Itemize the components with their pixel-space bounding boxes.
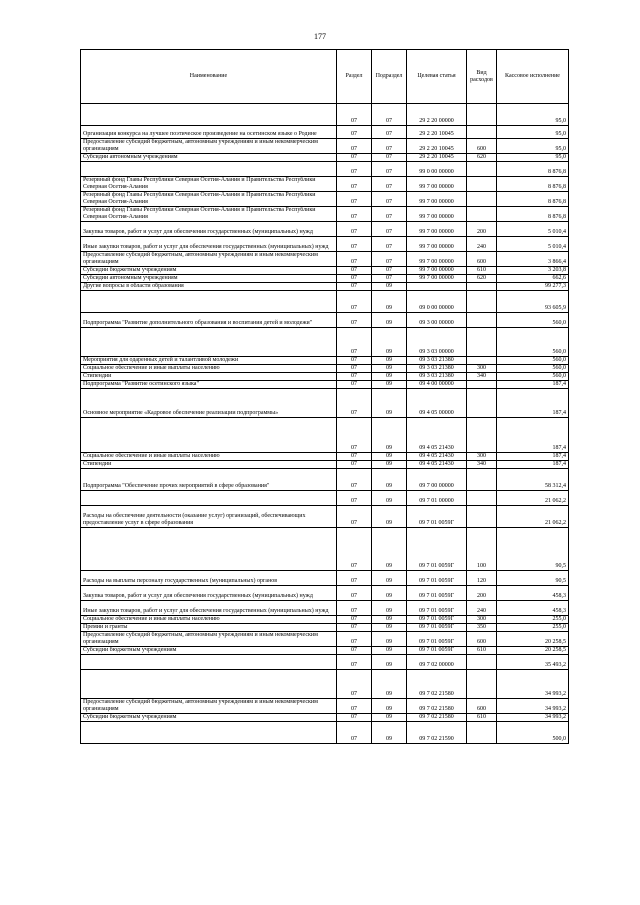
cell-expense-type: 350 [467, 624, 497, 632]
cell-name [81, 328, 337, 357]
cell-section: 07 [337, 381, 372, 389]
cell-cash-execution: 34 993,2 [497, 699, 569, 714]
cell-subsection: 07 [372, 192, 407, 207]
table-row [81, 162, 569, 177]
cell-section: 07 [337, 126, 372, 139]
cell-subsection: 09 [372, 373, 407, 381]
cell-name [81, 655, 337, 670]
cell-name: Субсидии бюджетным учреждениям [81, 647, 337, 655]
cell-target-article: 09 3 03 21380 [407, 365, 467, 373]
cell-target-article: 09 7 01 0059Г [407, 601, 467, 616]
cell-target-article: 09 7 01 0059Г [407, 632, 467, 647]
cell-target-article: 09 7 02 00000 [407, 655, 467, 670]
cell-expense-type: 240 [467, 601, 497, 616]
cell-section: 07 [337, 655, 372, 670]
cell-cash-execution: 93 605,9 [497, 291, 569, 313]
cell-target-article: 09 7 02 21580 [407, 714, 467, 722]
cell-expense-type: 600 [467, 699, 497, 714]
cell-section: 07 [337, 571, 372, 586]
cell-expense-type: 620 [467, 154, 497, 162]
cell-target-article: 99 0 00 00000 [407, 162, 467, 177]
cell-section: 07 [337, 632, 372, 647]
header-cash-execution: Кассовое исполнение [497, 50, 569, 104]
header-target-article: Целевая статья [407, 50, 467, 104]
cell-name: Подпрограмма "Обеспечение прочих мероприятий в сфере образования" [81, 469, 337, 491]
cell-subsection: 09 [372, 283, 407, 291]
table-row [81, 461, 569, 469]
cell-expense-type [467, 162, 497, 177]
cell-cash-execution: 95,0 [497, 154, 569, 162]
cell-section: 07 [337, 237, 372, 252]
header-section: Раздел [337, 50, 372, 104]
cell-target-article [407, 283, 467, 291]
cell-expense-type [467, 655, 497, 670]
table-row [81, 506, 569, 528]
table-row [81, 283, 569, 291]
cell-name: Резервный фонд Главы Республики Северная Осетия-Алания и Правительства Республики Северная Осетия-Алания [81, 192, 337, 207]
cell-expense-type: 620 [467, 275, 497, 283]
cell-section: 07 [337, 162, 372, 177]
cell-subsection: 09 [372, 616, 407, 624]
cell-subsection: 07 [372, 162, 407, 177]
cell-subsection: 07 [372, 126, 407, 139]
cell-section: 07 [337, 154, 372, 162]
cell-section: 07 [337, 469, 372, 491]
header-row [81, 50, 569, 104]
table-row [81, 365, 569, 373]
cell-name [81, 162, 337, 177]
cell-target-article: 09 4 05 21430 [407, 461, 467, 469]
cell-expense-type [467, 357, 497, 365]
cell-name: Иные закупки товаров, работ и услуг для обеспечения государственных (муниципальных) нужд [81, 601, 337, 616]
cell-cash-execution: 21 062,2 [497, 491, 569, 506]
cell-target-article: 29 2 20 10045 [407, 126, 467, 139]
cell-cash-execution: 255,0 [497, 616, 569, 624]
cell-cash-execution: 458,3 [497, 586, 569, 601]
cell-name: Основное мероприятие «Кадровое обеспечение реализации подпрограммы» [81, 389, 337, 418]
table-row [81, 528, 569, 571]
cell-name: Стипендии [81, 373, 337, 381]
cell-expense-type [467, 126, 497, 139]
table-header [81, 50, 569, 104]
cell-target-article: 09 7 01 00000 [407, 491, 467, 506]
cell-target-article: 29 2 20 00000 [407, 104, 467, 126]
cell-expense-type [467, 381, 497, 389]
cell-section: 07 [337, 139, 372, 154]
cell-subsection: 09 [372, 714, 407, 722]
cell-name: Предоставление субсидий бюджетным, автономным учреждениям и иным некоммерческим организациям [81, 139, 337, 154]
header-name: Наименование [81, 50, 337, 104]
cell-expense-type: 200 [467, 222, 497, 237]
cell-name [81, 722, 337, 744]
cell-cash-execution: 560,0 [497, 313, 569, 328]
cell-subsection: 07 [372, 222, 407, 237]
table-row [81, 670, 569, 699]
table-row [81, 139, 569, 154]
table-row [81, 357, 569, 365]
cell-section: 07 [337, 267, 372, 275]
table-row [81, 389, 569, 418]
cell-name: Предоставление субсидий бюджетным, автономным учреждениям и иным некоммерческим организациям [81, 632, 337, 647]
cell-subsection: 09 [372, 670, 407, 699]
cell-name: Субсидии автономным учреждениям [81, 154, 337, 162]
cell-cash-execution: 8 876,8 [497, 162, 569, 177]
cell-subsection: 09 [372, 313, 407, 328]
cell-name: Резервный фонд Главы Республики Северная Осетия-Алания и Правительства Республики Северная Осетия-Алания [81, 207, 337, 222]
cell-section: 07 [337, 104, 372, 126]
cell-name [81, 291, 337, 313]
cell-subsection: 09 [372, 632, 407, 647]
table-row [81, 328, 569, 357]
cell-subsection: 07 [372, 207, 407, 222]
cell-cash-execution: 187,4 [497, 418, 569, 453]
cell-target-article: 99 7 00 00000 [407, 222, 467, 237]
cell-target-article: 09 3 03 21380 [407, 357, 467, 365]
cell-target-article: 99 7 00 00000 [407, 192, 467, 207]
cell-section: 07 [337, 506, 372, 528]
cell-target-article: 09 7 01 0059Г [407, 647, 467, 655]
cell-cash-execution: 95,0 [497, 126, 569, 139]
cell-name [81, 491, 337, 506]
cell-name: Закупка товаров, работ и услуг для обеспечения государственных (муниципальных) нужд [81, 586, 337, 601]
cell-target-article: 09 7 01 0059Г [407, 624, 467, 632]
cell-target-article: 99 7 00 00000 [407, 267, 467, 275]
cell-name: Подпрограмма "Развитие осетинского языка" [81, 381, 337, 389]
cell-cash-execution: 458,3 [497, 601, 569, 616]
cell-section: 07 [337, 283, 372, 291]
cell-subsection: 07 [372, 252, 407, 267]
cell-section: 07 [337, 601, 372, 616]
cell-subsection: 09 [372, 491, 407, 506]
cell-subsection: 09 [372, 647, 407, 655]
cell-expense-type [467, 207, 497, 222]
cell-expense-type: 200 [467, 586, 497, 601]
cell-expense-type: 100 [467, 528, 497, 571]
table-row [81, 267, 569, 275]
cell-target-article: 09 7 01 0059Г [407, 616, 467, 624]
cell-subsection: 09 [372, 506, 407, 528]
cell-subsection: 09 [372, 357, 407, 365]
cell-target-article: 09 7 02 21590 [407, 722, 467, 744]
cell-cash-execution: 34 993,2 [497, 714, 569, 722]
cell-target-article: 09 7 01 0059Г [407, 571, 467, 586]
cell-name: Социальное обеспечение и иные выплаты населению [81, 616, 337, 624]
cell-subsection: 09 [372, 389, 407, 418]
cell-name: Социальное обеспечение и иные выплаты населению [81, 453, 337, 461]
cell-expense-type: 600 [467, 139, 497, 154]
cell-subsection: 09 [372, 453, 407, 461]
cell-cash-execution: 8 876,8 [497, 192, 569, 207]
cell-name [81, 418, 337, 453]
table-row [81, 207, 569, 222]
cell-name: Премии и гранты [81, 624, 337, 632]
cell-cash-execution: 8 876,8 [497, 207, 569, 222]
cell-name: Субсидии бюджетным учреждениям [81, 714, 337, 722]
cell-subsection: 09 [372, 624, 407, 632]
cell-section: 07 [337, 453, 372, 461]
cell-name: Резервный фонд Главы Республики Северная Осетия-Алания и Правительства Республики Северная Осетия-Алания [81, 177, 337, 192]
table-row [81, 381, 569, 389]
table-row [81, 586, 569, 601]
cell-subsection: 07 [372, 104, 407, 126]
cell-subsection: 09 [372, 461, 407, 469]
table-row [81, 453, 569, 461]
table-row [81, 722, 569, 744]
cell-target-article: 99 7 00 00000 [407, 207, 467, 222]
cell-name: Предоставление субсидий бюджетным, автономным учреждениям и иным некоммерческим организациям [81, 252, 337, 267]
cell-expense-type: 300 [467, 616, 497, 624]
cell-subsection: 09 [372, 571, 407, 586]
table-row [81, 647, 569, 655]
cell-subsection: 07 [372, 237, 407, 252]
cell-name: Организация конкурса на лучшее поэтическое произведение на осетинском языке о Родине [81, 126, 337, 139]
cell-section: 07 [337, 722, 372, 744]
cell-cash-execution: 255,0 [497, 624, 569, 632]
cell-cash-execution: 187,4 [497, 381, 569, 389]
cell-section: 07 [337, 586, 372, 601]
cell-target-article: 09 4 05 00000 [407, 389, 467, 418]
cell-cash-execution: 99 277,3 [497, 283, 569, 291]
cell-section: 07 [337, 624, 372, 632]
cell-subsection: 09 [372, 328, 407, 357]
table-row [81, 655, 569, 670]
cell-cash-execution: 90,5 [497, 528, 569, 571]
table-row [81, 616, 569, 624]
cell-subsection: 09 [372, 528, 407, 571]
cell-cash-execution: 90,5 [497, 571, 569, 586]
cell-expense-type [467, 328, 497, 357]
cell-expense-type: 610 [467, 647, 497, 655]
cell-section: 07 [337, 177, 372, 192]
cell-target-article: 29 2 20 10045 [407, 154, 467, 162]
table-row [81, 714, 569, 722]
cell-target-article: 09 4 05 21430 [407, 453, 467, 461]
table-row [81, 252, 569, 267]
cell-cash-execution: 500,0 [497, 722, 569, 744]
cell-cash-execution: 20 258,5 [497, 632, 569, 647]
header-expense-type: Вид расходов [467, 50, 497, 104]
cell-target-article: 09 4 05 21430 [407, 418, 467, 453]
cell-target-article: 09 7 02 21580 [407, 670, 467, 699]
cell-cash-execution: 3 203,8 [497, 267, 569, 275]
cell-subsection: 09 [372, 601, 407, 616]
cell-expense-type [467, 418, 497, 453]
cell-cash-execution: 5 010,4 [497, 222, 569, 237]
cell-subsection: 07 [372, 267, 407, 275]
cell-section: 07 [337, 714, 372, 722]
cell-name [81, 528, 337, 571]
cell-name [81, 670, 337, 699]
cell-section: 07 [337, 328, 372, 357]
cell-cash-execution: 20 258,5 [497, 647, 569, 655]
table-row [81, 491, 569, 506]
cell-expense-type: 120 [467, 571, 497, 586]
table-row [81, 601, 569, 616]
cell-expense-type [467, 283, 497, 291]
cell-section: 07 [337, 418, 372, 453]
cell-target-article: 99 7 00 00000 [407, 275, 467, 283]
cell-cash-execution: 187,4 [497, 389, 569, 418]
cell-cash-execution: 560,0 [497, 373, 569, 381]
cell-cash-execution: 187,4 [497, 461, 569, 469]
table-row [81, 237, 569, 252]
cell-expense-type [467, 291, 497, 313]
table-row [81, 192, 569, 207]
cell-name: Расходы на выплаты персоналу государственных (муниципальных) органов [81, 571, 337, 586]
table-row [81, 373, 569, 381]
cell-subsection: 09 [372, 418, 407, 453]
cell-expense-type [467, 104, 497, 126]
cell-subsection: 09 [372, 381, 407, 389]
table-row [81, 469, 569, 491]
table-row [81, 291, 569, 313]
cell-expense-type [467, 670, 497, 699]
cell-subsection: 09 [372, 722, 407, 744]
cell-section: 07 [337, 207, 372, 222]
cell-name: Закупка товаров, работ и услуг для обеспечения государственных (муниципальных) нужд [81, 222, 337, 237]
cell-target-article: 99 7 00 00000 [407, 177, 467, 192]
cell-section: 07 [337, 222, 372, 237]
table-body [81, 104, 569, 744]
table-row [81, 418, 569, 453]
page-number: 177 [314, 32, 326, 41]
table-row [81, 222, 569, 237]
cell-expense-type: 300 [467, 365, 497, 373]
cell-name: Иные закупки товаров, работ и услуг для обеспечения государственных (муниципальных) нужд [81, 237, 337, 252]
table-row [81, 313, 569, 328]
cell-cash-execution: 3 866,4 [497, 252, 569, 267]
cell-expense-type: 610 [467, 714, 497, 722]
cell-expense-type: 600 [467, 252, 497, 267]
cell-target-article: 09 3 03 00000 [407, 328, 467, 357]
cell-section: 07 [337, 313, 372, 328]
cell-section: 07 [337, 275, 372, 283]
budget-execution-table [80, 49, 569, 744]
cell-cash-execution: 21 062,2 [497, 506, 569, 528]
cell-section: 07 [337, 461, 372, 469]
cell-expense-type: 300 [467, 453, 497, 461]
table-row [81, 275, 569, 283]
cell-cash-execution: 35 493,2 [497, 655, 569, 670]
cell-subsection: 09 [372, 291, 407, 313]
cell-expense-type: 610 [467, 267, 497, 275]
cell-subsection: 07 [372, 154, 407, 162]
cell-name: Стипендии [81, 461, 337, 469]
cell-expense-type: 340 [467, 461, 497, 469]
cell-section: 07 [337, 291, 372, 313]
cell-target-article: 29 2 20 10045 [407, 139, 467, 154]
cell-expense-type [467, 389, 497, 418]
cell-target-article: 99 7 00 00000 [407, 252, 467, 267]
cell-expense-type [467, 506, 497, 528]
cell-expense-type [467, 177, 497, 192]
cell-expense-type [467, 192, 497, 207]
cell-name: Социальное обеспечение и иные выплаты населению [81, 365, 337, 373]
cell-section: 07 [337, 670, 372, 699]
cell-target-article: 09 7 01 0059Г [407, 528, 467, 571]
table-row [81, 624, 569, 632]
cell-cash-execution: 560,0 [497, 357, 569, 365]
table-row [81, 126, 569, 139]
cell-cash-execution: 560,0 [497, 365, 569, 373]
cell-name: Мероприятия для одаренных детей и талантливой молодежи [81, 357, 337, 365]
cell-cash-execution: 5 010,4 [497, 237, 569, 252]
cell-cash-execution: 560,0 [497, 328, 569, 357]
cell-subsection: 07 [372, 177, 407, 192]
cell-target-article: 99 7 00 00000 [407, 237, 467, 252]
cell-cash-execution: 58 312,4 [497, 469, 569, 491]
cell-section: 07 [337, 647, 372, 655]
cell-section: 07 [337, 616, 372, 624]
table-row [81, 571, 569, 586]
cell-section: 07 [337, 365, 372, 373]
cell-name: Другие вопросы в области образования [81, 283, 337, 291]
cell-section: 07 [337, 252, 372, 267]
cell-name: Предоставление субсидий бюджетным, автономным учреждениям и иным некоммерческим организациям [81, 699, 337, 714]
cell-subsection: 09 [372, 469, 407, 491]
cell-subsection: 07 [372, 275, 407, 283]
table-row [81, 177, 569, 192]
cell-target-article: 09 3 00 00000 [407, 313, 467, 328]
cell-target-article: 09 0 00 00000 [407, 291, 467, 313]
header-subsection: Подраздел [372, 50, 407, 104]
cell-expense-type: 240 [467, 237, 497, 252]
cell-subsection: 07 [372, 139, 407, 154]
cell-cash-execution: 8 876,8 [497, 177, 569, 192]
cell-name [81, 104, 337, 126]
cell-name: Субсидии автономным учреждениям [81, 275, 337, 283]
cell-target-article: 09 7 01 0059Г [407, 506, 467, 528]
table-row [81, 104, 569, 126]
table-row [81, 699, 569, 714]
cell-expense-type [467, 313, 497, 328]
cell-section: 07 [337, 389, 372, 418]
cell-cash-execution: 187,4 [497, 453, 569, 461]
cell-name: Подпрограмма "Развитие дополнительного образования и воспитания детей и молодежи" [81, 313, 337, 328]
cell-cash-execution: 34 993,2 [497, 670, 569, 699]
cell-section: 07 [337, 528, 372, 571]
cell-target-article: 09 4 00 00000 [407, 381, 467, 389]
cell-target-article: 09 7 00 00000 [407, 469, 467, 491]
cell-section: 07 [337, 699, 372, 714]
cell-subsection: 09 [372, 655, 407, 670]
cell-section: 07 [337, 373, 372, 381]
cell-target-article: 09 7 01 0059Г [407, 586, 467, 601]
table-row [81, 154, 569, 162]
cell-expense-type [467, 722, 497, 744]
cell-subsection: 09 [372, 699, 407, 714]
cell-target-article: 09 7 02 21580 [407, 699, 467, 714]
cell-subsection: 09 [372, 586, 407, 601]
cell-section: 07 [337, 491, 372, 506]
cell-section: 07 [337, 357, 372, 365]
cell-cash-execution: 95,0 [497, 139, 569, 154]
cell-name: Расходы на обеспечение деятельности (оказание услуг) организаций, обеспечивающих предоставление услуг в сфере образования [81, 506, 337, 528]
cell-section: 07 [337, 192, 372, 207]
cell-expense-type [467, 491, 497, 506]
cell-target-article: 09 3 03 21380 [407, 373, 467, 381]
cell-subsection: 09 [372, 365, 407, 373]
cell-expense-type: 600 [467, 632, 497, 647]
cell-expense-type: 340 [467, 373, 497, 381]
cell-name: Субсидии бюджетным учреждениям [81, 267, 337, 275]
cell-expense-type [467, 469, 497, 491]
cell-cash-execution: 662,6 [497, 275, 569, 283]
table-row [81, 632, 569, 647]
cell-cash-execution: 95,0 [497, 104, 569, 126]
